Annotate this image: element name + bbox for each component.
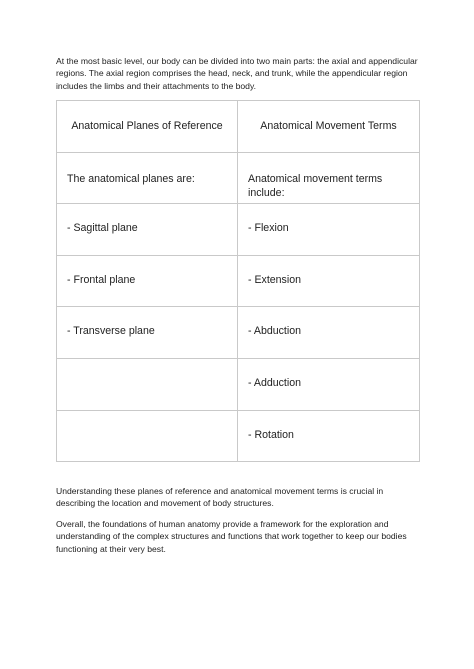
table-row	[57, 358, 420, 410]
table-row	[57, 307, 420, 359]
table-cell: - Transverse plane	[57, 307, 238, 359]
table-cell	[57, 410, 238, 462]
table-row	[57, 255, 420, 307]
table-cell: The anatomical planes are:	[57, 152, 238, 204]
header-movement: Anatomical Movement Terms	[238, 101, 420, 153]
table-row	[57, 204, 420, 256]
table-cell	[57, 358, 238, 410]
anatomy-table	[56, 100, 420, 462]
table-row	[57, 410, 420, 462]
intro-paragraph: At the most basic level, our body can be divided into two main parts: the axial and appendicular regions. The axial region comprises the head, neck, and trunk, while the appendicular region includes the limbs and their attachments to the body.	[56, 56, 418, 91]
table-cell: - Frontal plane	[57, 255, 238, 307]
table-cell: - Extension	[238, 255, 420, 307]
table-cell: - Rotation	[238, 410, 420, 462]
table-cell: Anatomical movement terms include:	[238, 152, 420, 204]
table-cell: - Abduction	[238, 307, 420, 359]
table-cell: - Sagittal plane	[57, 204, 238, 256]
table-cell: - Flexion	[238, 204, 420, 256]
table-cell: - Adduction	[238, 358, 420, 410]
table-row	[57, 152, 420, 204]
header-planes: Anatomical Planes of Reference	[57, 101, 238, 153]
table-header-row	[57, 101, 420, 153]
body-paragraph-2: Understanding these planes of reference and anatomical movement terms is crucial in describing the location and movement of body structures.	[56, 486, 384, 509]
body-paragraph-3: Overall, the foundations of human anatomy provide a framework for the exploration and understanding of the complex structures and functions that work together to keep our bodies functioning at their very best.	[56, 519, 407, 554]
